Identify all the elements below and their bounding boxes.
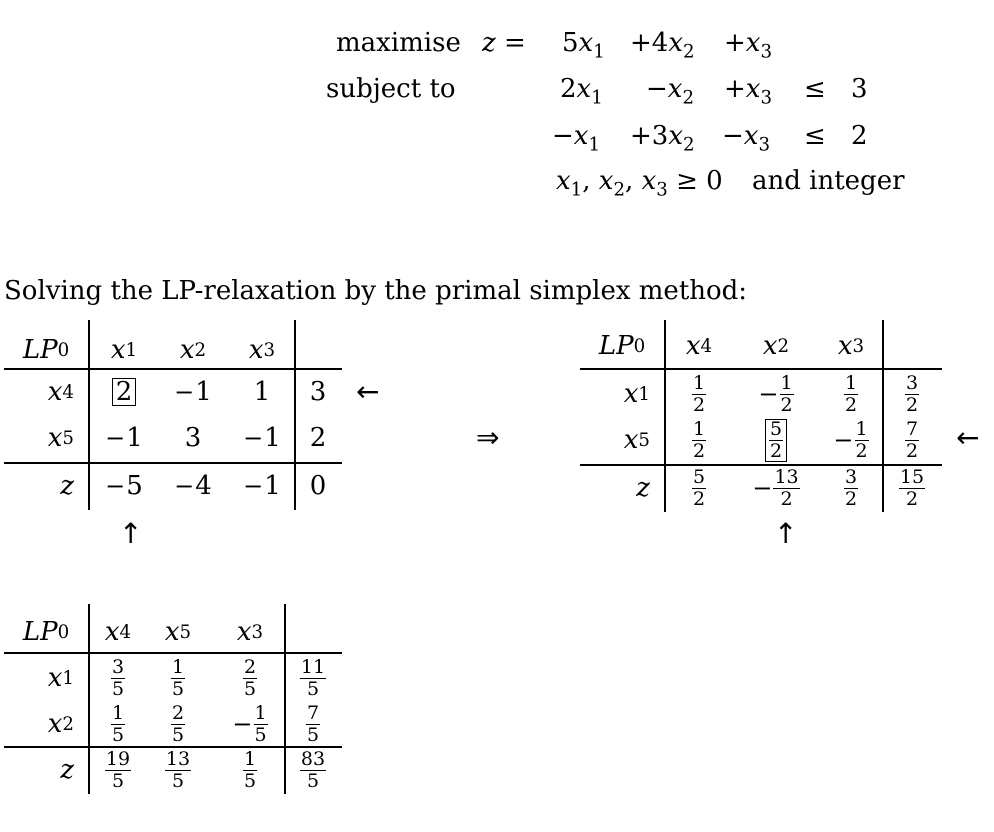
- constraint-2-relation: ≤: [804, 121, 826, 151]
- tableau-cell: $\frac{1}{5}$: [243, 747, 257, 792]
- objective-row-label: z: [636, 473, 650, 503]
- tableau-column-header: x 3: [236, 617, 264, 647]
- tableau-column-header: x 4: [685, 331, 713, 361]
- maximise-keyword: maximise: [336, 28, 461, 58]
- basis-divider: [664, 320, 666, 512]
- tableau-cell: $\frac{1}{2}$: [692, 417, 706, 462]
- objective-rule: [4, 746, 342, 748]
- tableau-column-header: x 2: [179, 335, 207, 365]
- rhs-value: $\frac{3}{2}$: [905, 371, 919, 416]
- basis-variable: x 4: [47, 377, 74, 407]
- tableau-column-header: x 2: [762, 331, 790, 361]
- tableau-column-header: x 3: [837, 331, 865, 361]
- constraint-1-term: $-x_2$: [646, 74, 695, 109]
- tableau-cell: $\frac{3}{2}$: [844, 465, 858, 510]
- objective-rule: [580, 464, 942, 466]
- pivot-box: 2: [112, 378, 137, 406]
- tableau-cell: $\frac{13}{5}$: [165, 747, 191, 792]
- rhs-divider: [882, 320, 884, 512]
- basis-divider: [88, 320, 90, 510]
- leaving-row-arrow: ←: [956, 421, 980, 454]
- entering-column-arrow: ↑: [774, 517, 798, 550]
- tableau-cell: − 1: [243, 471, 281, 501]
- tableau-cell: − $\frac{1}{2}$: [758, 371, 793, 416]
- tableau-column-header: x 5: [164, 617, 192, 647]
- objective-row-label: z: [60, 471, 74, 501]
- leaving-row-arrow: ←: [356, 375, 380, 408]
- tableau-corner: LP 0: [22, 617, 70, 647]
- basis-variable: x 1: [623, 379, 650, 409]
- tableau-cell: $\frac{19}{5}$: [105, 747, 131, 792]
- tableau-cell: − 5: [105, 471, 143, 501]
- tableau-cell: $\frac{2}{5}$: [243, 655, 257, 700]
- tableau-cell: 1: [253, 377, 271, 407]
- basis-variable: x 5: [623, 425, 650, 455]
- objective-term: $+4x_2$: [630, 28, 695, 63]
- rhs-value: $\frac{11}{5}$: [300, 655, 326, 700]
- tableau-cell: − 1: [243, 423, 281, 453]
- intro-sentence: Solving the LP-relaxation by the primal simplex method:: [4, 276, 748, 306]
- subject-to-keyword: subject to: [326, 74, 456, 104]
- objective-term: $5x_1$: [562, 28, 605, 63]
- basis-variable: x 2: [47, 709, 74, 739]
- rhs-value: 0: [309, 471, 327, 501]
- rhs-value: $\frac{15}{2}$: [899, 465, 925, 510]
- rhs-value: 3: [309, 377, 327, 407]
- rhs-divider: [294, 320, 296, 510]
- tableau-cell: $\frac{1}{2}$: [692, 371, 706, 416]
- constraint-2-rhs: 2: [851, 121, 868, 151]
- constraint-1-rhs: 3: [851, 74, 868, 104]
- basis-divider: [88, 604, 90, 794]
- tableau-corner: LP 0: [22, 335, 70, 365]
- tableau-cell: $\frac{1}{2}$: [844, 371, 858, 416]
- tableau-cell: − 1: [105, 423, 143, 453]
- tableau-cell: $\frac{1}{5}$: [111, 701, 125, 746]
- tableau-cell: $\frac{1}{5}$: [171, 655, 185, 700]
- pivot-box: $\frac{5}{2}$: [765, 419, 787, 462]
- tableau-cell: 3: [184, 423, 202, 453]
- tableau-cell: [736, 417, 816, 462]
- header-rule: [4, 652, 342, 654]
- tableau-cell: $\frac{3}{5}$: [111, 655, 125, 700]
- constraint-1-term: $+x_3$: [724, 74, 773, 109]
- rhs-value: $\frac{83}{5}$: [300, 747, 326, 792]
- tableau-cell: $\frac{5}{2}$: [692, 465, 706, 510]
- rhs-value: $\frac{7}{5}$: [306, 701, 320, 746]
- constraint-1-term: $2x_1$: [560, 74, 603, 109]
- tableau-column-header: x 3: [248, 335, 276, 365]
- tableau-corner: LP 0: [598, 331, 646, 361]
- integrality-note: and integer: [752, 166, 905, 196]
- constraint-2-term: $+3x_2$: [630, 121, 695, 156]
- objective-term: $+x_3$: [724, 28, 773, 63]
- rhs-divider: [284, 604, 286, 794]
- rhs-value: 2: [309, 423, 327, 453]
- constraint-2-term: $-x_1$: [552, 121, 601, 156]
- tableau-cell: − $\frac{1}{2}$: [833, 417, 868, 462]
- tableau-cell: − 4: [174, 471, 212, 501]
- constraint-1-relation: ≤: [804, 74, 826, 104]
- header-rule: [4, 368, 342, 370]
- tableau-cell: − $\frac{13}{2}$: [752, 465, 799, 510]
- basis-variable: x 5: [47, 423, 74, 453]
- tableau-cell: − $\frac{1}{5}$: [232, 701, 267, 746]
- objective-row-label: z: [60, 755, 74, 785]
- rhs-value: $\frac{7}{2}$: [905, 417, 919, 462]
- tableau-cell: − 1: [174, 377, 212, 407]
- constraint-2-term: $-x_3$: [722, 121, 771, 156]
- header-rule: [580, 368, 942, 370]
- nonnegativity-constraint: $x_1$, $x_2$, $x_3 \ge 0$: [556, 166, 723, 201]
- entering-column-arrow: ↑: [119, 517, 143, 550]
- objective-rule: [4, 462, 342, 464]
- basis-variable: x 1: [47, 663, 74, 693]
- tableau-column-header: x 1: [110, 335, 138, 365]
- tableau-cell: $\frac{2}{5}$: [171, 701, 185, 746]
- tableau-cell: [84, 372, 164, 412]
- objective-variable: z =: [482, 28, 526, 58]
- tableau-column-header: x 4: [104, 617, 132, 647]
- implies-arrow: ⇒: [476, 421, 500, 454]
